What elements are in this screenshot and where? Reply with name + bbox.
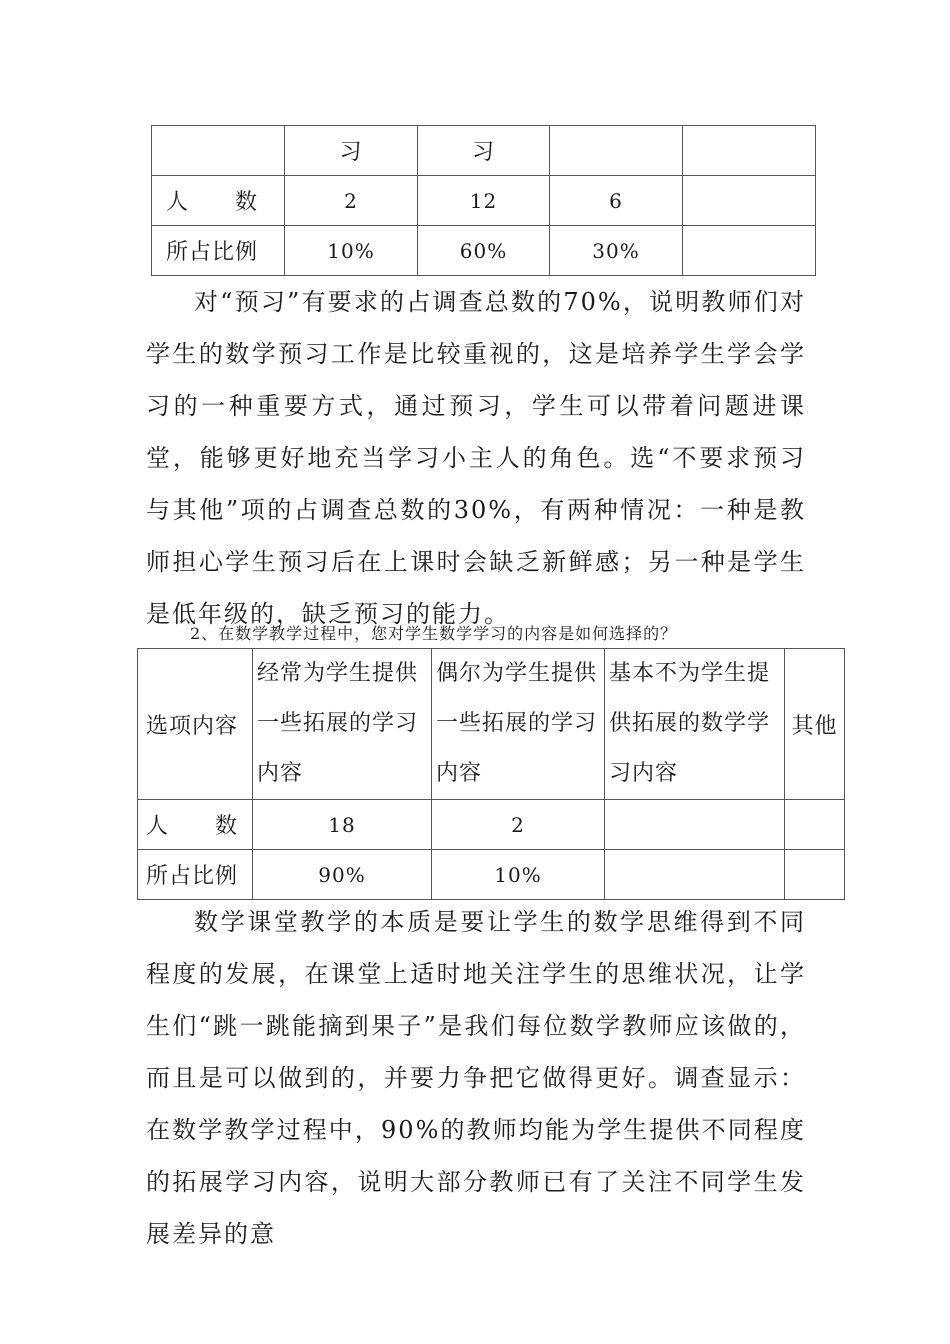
- table-cell: 12: [418, 176, 550, 226]
- header-option: 其他: [785, 649, 845, 800]
- table-cell: [683, 226, 816, 276]
- row-label-count: 人 数: [152, 176, 285, 226]
- table-row: [152, 126, 816, 176]
- preview-survey-table: [151, 125, 816, 276]
- table-cell: [605, 800, 785, 850]
- table-header-row: [138, 649, 845, 800]
- header-label: 选项内容: [138, 649, 253, 800]
- content-selection-table: [137, 648, 845, 900]
- row-label-percentage: 所占比例: [138, 850, 253, 900]
- table-row: [152, 226, 816, 276]
- table-cell: 10%: [432, 850, 605, 900]
- table-cell: [605, 850, 785, 900]
- header-option: 偶尔为学生提供一些拓展的学习内容: [432, 649, 605, 800]
- table-cell: 2: [432, 800, 605, 850]
- table-cell: [785, 850, 845, 900]
- header-option: 基本不为学生提供拓展的数学学习内容: [605, 649, 785, 800]
- table-cell: 10%: [285, 226, 418, 276]
- table-cell: [550, 126, 683, 176]
- table-cell: 30%: [550, 226, 683, 276]
- table-row: [138, 850, 845, 900]
- table-cell: 习: [285, 126, 418, 176]
- table-cell: 90%: [253, 850, 432, 900]
- body-paragraph: 对“预习”有要求的占调查总数的70%，说明教师们对学生的数学预习工作是比较重视的，这是培养学生学会学习的一种重要方式，通过预习，学生可以带着问题进课堂，能够更好地充当学习小主人的角色。选“不要求预习与其他”项的占调查总数的30%，有两种情况：一种是教师担心学生预习后在上课时会缺乏新鲜感；另一种是学生是低年级的，缺乏预习的能力。: [146, 288, 806, 628]
- row-label-percentage: 所占比例: [152, 226, 285, 276]
- table-cell: 18: [253, 800, 432, 850]
- row-label-count: 人 数: [138, 800, 253, 850]
- table-cell: [683, 176, 816, 226]
- table-cell: [785, 800, 845, 850]
- table-row: [152, 176, 816, 226]
- table-cell: [683, 126, 816, 176]
- body-paragraph: 数学课堂教学的本质是要让学生的数学思维得到不同程度的发展，在课堂上适时地关注学生的思维状况，让学生们“跳一跳能摘到果子”是我们每位数学教师应该做的，而且是可以做到的，并要力争把它做得更好。调查显示：在数学教学过程中，90%的教师均能为学生提供不同程度的拓展学习内容，说明大部分教师已有了关注不同学生发展差异的意: [146, 908, 806, 1248]
- table-cell: 60%: [418, 226, 550, 276]
- table-cell: 6: [550, 176, 683, 226]
- table-row: [138, 800, 845, 850]
- header-option: 经常为学生提供一些拓展的学习内容: [253, 649, 432, 800]
- question-heading: 2、在数学教学过程中，您对学生数学学习的内容是如何选择的？: [190, 624, 678, 643]
- table-cell: [152, 126, 285, 176]
- table-cell: 习: [418, 126, 550, 176]
- table-cell: 2: [285, 176, 418, 226]
